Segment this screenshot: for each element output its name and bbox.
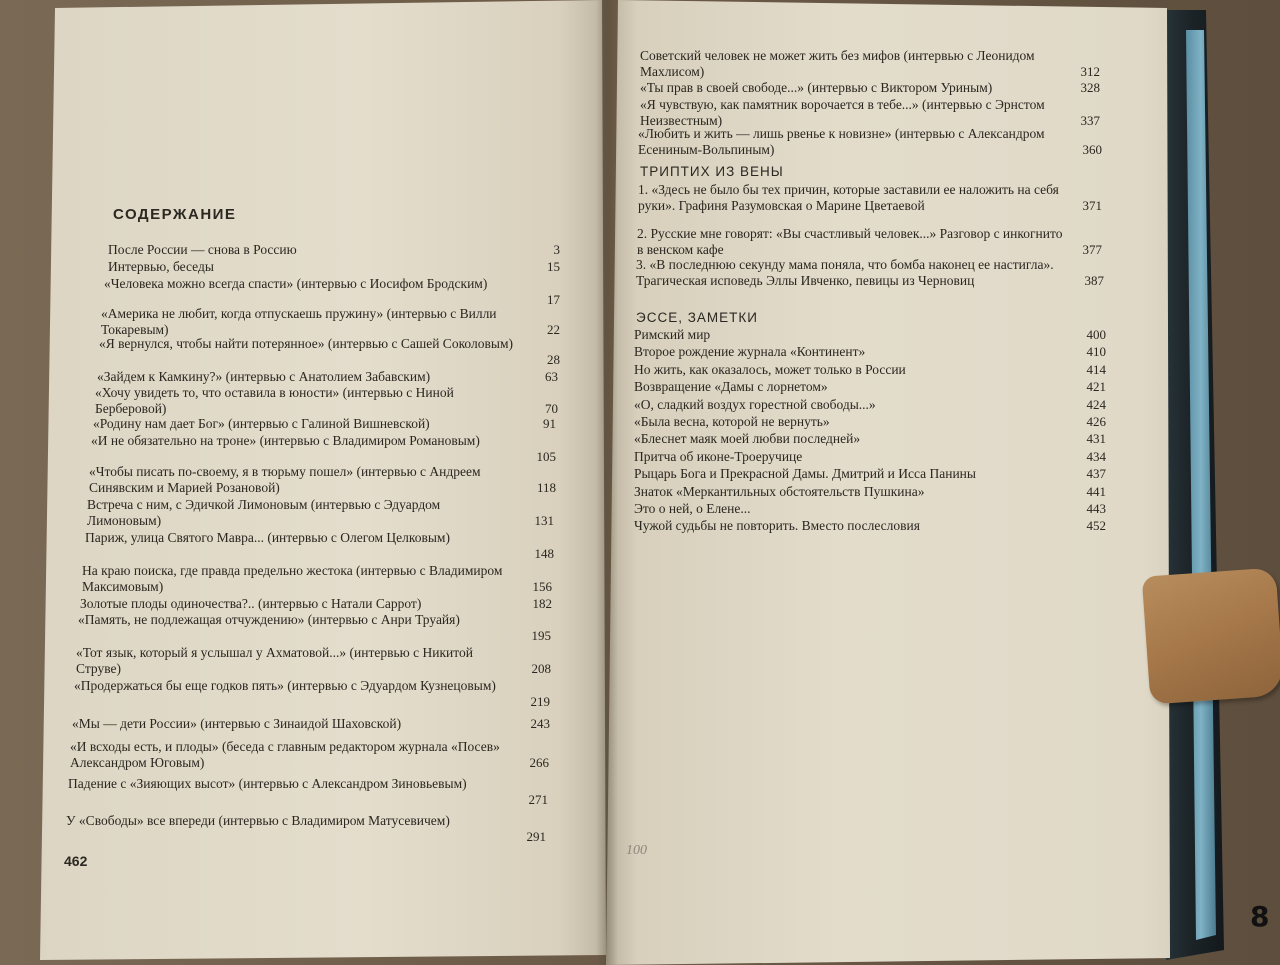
toc-entry-title: «Тот язык, который я услышал у Ахматовой...» (интервью с Никитой Струве) xyxy=(76,645,473,676)
toc-entry-title: «Человека можно всегда спасти» (интервью с Иосифом Бродским) xyxy=(104,276,488,291)
toc-entry-page: 131 xyxy=(534,513,554,528)
toc-entry xyxy=(634,379,1106,395)
toc-title: СОДЕРЖАНИЕ xyxy=(113,206,237,223)
toc-entry xyxy=(634,362,1106,378)
toc-entry-page: 431 xyxy=(1086,431,1106,446)
toc-entry-title: «Продержаться бы еще годков пять» (интервью с Эдуардом Кузнецовым) xyxy=(74,678,496,693)
toc-entry-title: «Зайдем к Камкину?» (интервью с Анатолием Забавским) xyxy=(97,369,431,384)
toc-entry-title: У «Свободы» все впереди (интервью с Владимиром Матусевичем) xyxy=(66,813,450,828)
toc-entry-page: 70 xyxy=(545,401,558,416)
toc-entry xyxy=(640,80,1100,96)
toc-entry xyxy=(634,501,1106,517)
toc-entry xyxy=(634,449,1106,465)
toc-entry-page: 219 xyxy=(530,694,550,709)
section-heading-essays: ЭССЕ, ЗАМЕТКИ xyxy=(636,310,758,325)
toc-entry-page: 182 xyxy=(532,596,552,611)
toc-entry-page: 208 xyxy=(531,661,551,676)
toc-entry-title: «О, сладкий воздух горестной свободы...» xyxy=(634,397,876,412)
toc-entry-title: Рыцарь Бога и Прекрасной Дамы. Дмитрий и Исса Панины xyxy=(634,466,976,481)
toc-entry-title: Падение с «Зияющих высот» (интервью с Александром Зиновьевым) xyxy=(68,776,467,791)
toc-entry xyxy=(634,466,1106,482)
toc-entry-title: «Чтобы писать по-своему, я в тюрьму пошел» (интервью с Андреем Синявским и Марией Розановой) xyxy=(89,464,481,495)
toc-entry-page: 148 xyxy=(534,546,554,561)
toc-entry-title: «Хочу увидеть то, что оставила в юности» (интервью с Ниной Берберовой) xyxy=(95,385,454,416)
toc-entry-page: 291 xyxy=(526,829,546,844)
toc-entry xyxy=(638,126,1102,158)
toc-entry-title: «Была весна, которой не вернуть» xyxy=(634,414,830,429)
toc-entry-page: 400 xyxy=(1086,327,1106,342)
toc-entry xyxy=(638,182,1102,214)
toc-entry-page: 156 xyxy=(532,579,552,594)
toc-entry-page: 266 xyxy=(529,755,549,770)
toc-entry-page: 63 xyxy=(545,369,558,384)
toc-entry-page: 3 xyxy=(553,242,560,257)
toc-entry-page: 360 xyxy=(1082,142,1102,157)
toc-entry-page: 443 xyxy=(1086,501,1106,516)
toc-entry-title: Знаток «Меркантильных обстоятельств Пушкина» xyxy=(634,484,925,499)
toc-entry-page: 424 xyxy=(1086,397,1106,412)
toc-entry-page: 452 xyxy=(1086,518,1106,533)
toc-entry-title: «Я вернулся, чтобы найти потерянное» (интервью с Сашей Соколовым) xyxy=(99,336,513,351)
toc-entry-page: 312 xyxy=(1080,64,1100,79)
toc-entry-title: «И не обязательно на троне» (интервью с Владимиром Романовым) xyxy=(91,433,480,448)
toc-entry xyxy=(637,226,1102,258)
toc-entry-page: 387 xyxy=(1084,273,1104,288)
toc-entry xyxy=(634,484,1106,500)
toc-entry xyxy=(634,414,1106,430)
toc-entry xyxy=(634,431,1106,447)
toc-entry xyxy=(634,327,1106,343)
toc-entry xyxy=(640,48,1100,80)
toc-entry-title: «Блеснет маяк моей любви последней» xyxy=(634,431,861,446)
toc-entry-title: «Ты прав в своей свободе...» (интервью с Виктором Уриным) xyxy=(640,80,993,95)
toc-entry-title: На краю поиска, где правда предельно жестока (интервью с Владимиром Максимовым) xyxy=(82,563,503,594)
page-number: 462 xyxy=(64,853,88,869)
toc-entry-page: 328 xyxy=(1080,80,1100,95)
toc-entry-page: 371 xyxy=(1082,198,1102,213)
section-heading-triptych: ТРИПТИХ ИЗ ВЕНЫ xyxy=(640,164,784,179)
toc-entry-page: 105 xyxy=(536,449,556,464)
toc-entry-title: Чужой судьбы не повторить. Вместо послесловия xyxy=(634,518,920,533)
toc-entry xyxy=(636,257,1104,289)
toc-entry-title: Это о ней, о Елене... xyxy=(634,501,751,516)
toc-entry-page: 414 xyxy=(1086,362,1106,377)
toc-entry xyxy=(640,97,1100,129)
toc-entry-title: «Любить и жить — лишь рвенье к новизне» (интервью с Александром Есениным-Вольпиным) xyxy=(638,126,1045,157)
toc-entry-page: 243 xyxy=(530,716,550,731)
toc-entry-title: Римский мир xyxy=(634,327,711,342)
toc-entry-title: «И всходы есть, и плоды» (беседа с главным редактором журнала «Посев» Александром Юговым) xyxy=(70,739,500,770)
toc-entry-page: 271 xyxy=(528,792,548,807)
toc-entry-page: 337 xyxy=(1080,113,1100,128)
toc-entry-title: 1. «Здесь не было бы тех причин, которые заставили ее наложить на себя руки». Графиня Разумовская о Марине Цветаевой xyxy=(638,182,1059,213)
toc-entry-page: 195 xyxy=(531,628,551,643)
wooden-bookmark xyxy=(1142,567,1280,704)
toc-entry-page: 377 xyxy=(1082,242,1102,257)
edge-digit: 8 xyxy=(1250,900,1270,933)
toc-entry-page: 17 xyxy=(547,292,560,307)
toc-entry xyxy=(634,397,1106,413)
toc-entry-title: Советский человек не может жить без мифов (интервью с Леонидом Махлисом) xyxy=(640,48,1035,79)
toc-entry-page: 421 xyxy=(1086,379,1106,394)
toc-entry-title: 3. «В последнюю секунду мама поняла, что бомба наконец ее настигла». Трагическая исповедь Эллы Ивченко, певицы из Черновиц xyxy=(636,257,1054,288)
toc-entry-page: 426 xyxy=(1086,414,1106,429)
toc-entry-title: «Я чувствую, как памятник ворочается в тебе...» (интервью с Эрнстом Неизвестным) xyxy=(640,97,1045,128)
toc-entry-title: Притча об иконе-Троеручице xyxy=(634,449,803,464)
toc-entry-page: 441 xyxy=(1086,484,1106,499)
toc-entry-title: «Родину нам дает Бог» (интервью с Галиной Вишневской) xyxy=(93,416,430,431)
toc-entry-page: 91 xyxy=(543,416,556,431)
toc-entry-title: Второе рождение журнала «Континент» xyxy=(634,344,866,359)
toc-entry-title: «Память, не подлежащая отчуждению» (интервью с Анри Труайя) xyxy=(78,612,460,627)
toc-entry-title: Интервью, беседы xyxy=(108,259,214,274)
toc-entry-title: «Мы — дети России» (интервью с Зинаидой Шаховской) xyxy=(72,716,402,731)
toc-entry-page: 15 xyxy=(547,259,560,274)
toc-entry-title: Золотые плоды одиночества?.. (интервью с Натали Саррот) xyxy=(80,596,422,611)
toc-entry-page: 28 xyxy=(547,352,560,367)
toc-entry-page: 410 xyxy=(1086,344,1106,359)
toc-entry-title: Встреча с ним, с Эдичкой Лимоновым (интервью с Эдуардом Лимоновым) xyxy=(87,497,441,528)
toc-entry-title: «Америка не любит, когда отпускаешь пружину» (интервью с Вилли Токаревым) xyxy=(101,306,497,337)
toc-entry-title: После России — снова в Россию xyxy=(108,242,297,257)
toc-entry-title: Возвращение «Дамы с лорнетом» xyxy=(634,379,828,394)
toc-entry-page: 118 xyxy=(536,480,556,495)
toc-entry xyxy=(634,344,1106,360)
toc-entry-title: 2. Русские мне говорят: «Вы счастливый человек...» Разговор с инкогнито в венском кафе xyxy=(637,226,1063,257)
toc-entry-page: 437 xyxy=(1086,466,1106,481)
pencil-note: 100 xyxy=(626,843,647,858)
toc-entry-page: 434 xyxy=(1086,449,1106,464)
toc-entry-title: Но жить, как оказалось, может только в России xyxy=(634,362,906,377)
toc-entry-page: 22 xyxy=(547,322,560,337)
toc-entry xyxy=(634,518,1106,534)
toc-entry-title: Париж, улица Святого Мавра... (интервью с Олегом Целковым) xyxy=(85,530,450,545)
